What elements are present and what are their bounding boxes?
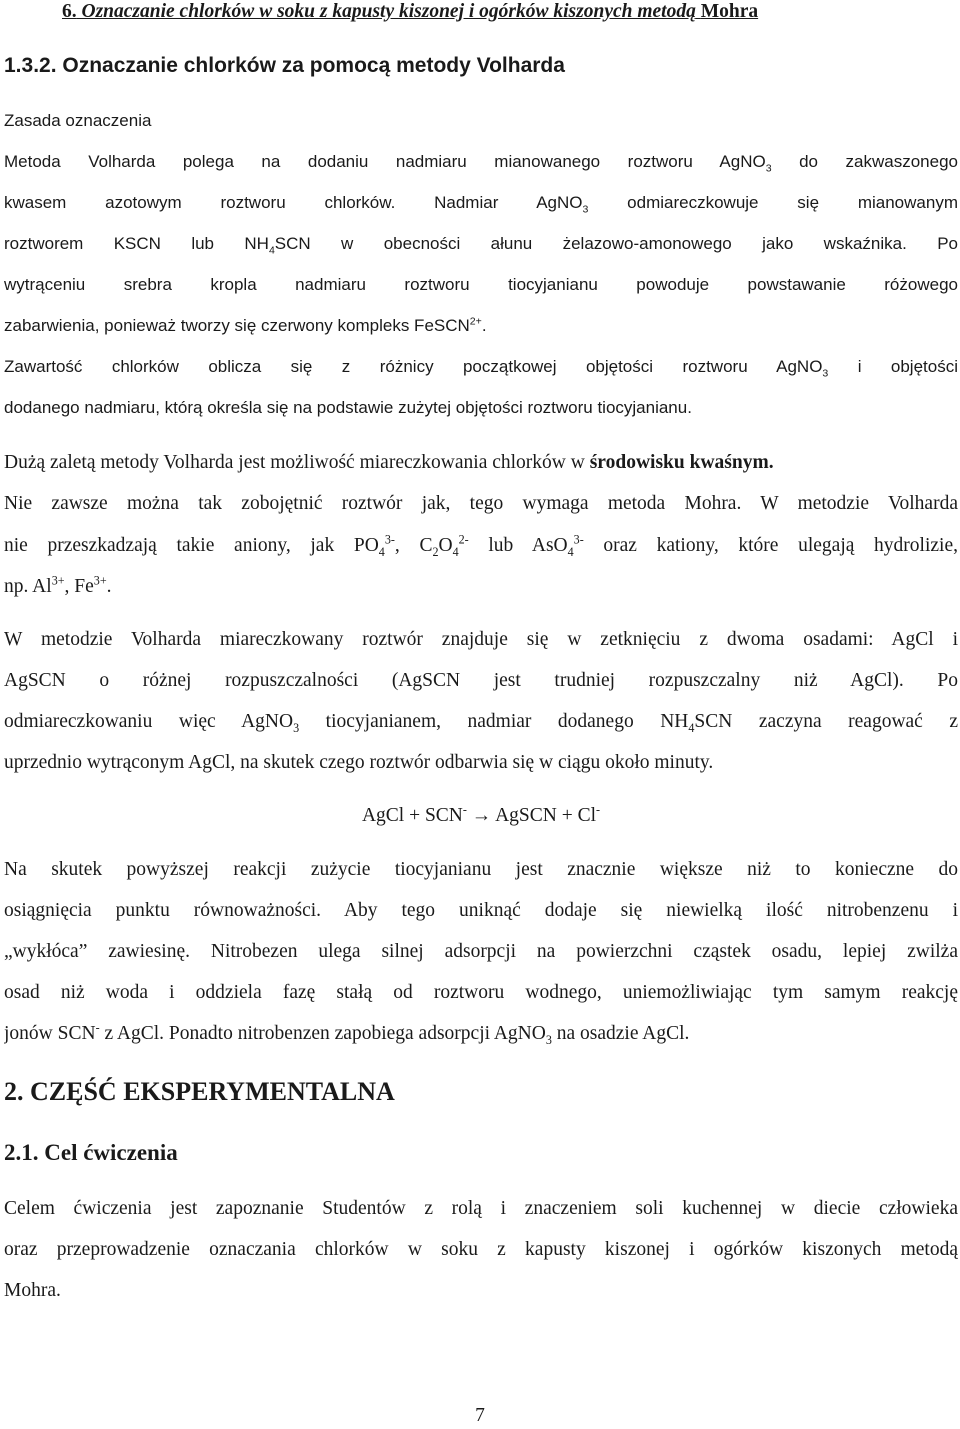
paragraph-line: oraz przeprowadzenie oznaczania chlorków w soku z kapusty kiszonej i ogórków kiszonych metodą <box>4 1239 958 1260</box>
paragraph-line: „wykłóca” zawiesinę. Nitrobezen ulega silnej adsorpcji na powierzchni cząstek osadu, lepiej zwilża <box>4 941 958 962</box>
reaction-equation: AgCl + SCN- → AgSCN + Cl- <box>361 804 601 826</box>
paragraph-line: Celem ćwiczenia jest zapoznanie Studentów z rolą i znaczeniem soli kuchennej w diecie człowieka <box>4 1198 958 1219</box>
section-heading-1-3-2: 1.3.2. Oznaczanie chlorków za pomocą metody Volharda <box>4 54 565 77</box>
paragraph-line: AgSCN o różnej rozpuszczalności (AgSCN jest trudniej rozpuszczalny niż AgCl). Po <box>4 670 958 691</box>
bold-emphasis: środowisku kwaśnym. <box>589 452 774 473</box>
paragraph-line: Nie zawsze można tak zobojętnić roztwór jak, tego wymaga metoda Mohra. W metodzie Volharda <box>4 493 958 514</box>
paragraph-line: odmiareczkowaniu więc AgNO$_3$ tiocyjanianem, nadmiar dodanego $NH_4SCN$ zaczyna reagować z <box>4 711 958 734</box>
header-title-end: Mohra <box>700 1 759 22</box>
paragraph-line: Metoda Volharda polega na dodaniu nadmiaru mianowanego roztworu AgNO$_3$ do zakwaszonego <box>4 152 958 174</box>
paragraph-line: nie przeszkadzają takie aniony, jak $PO_4^{3-}$, $C_2O_4^{2-}$ lub AsO$_4^{3-}$ oraz kationy, które ulegają hydrolizie, <box>4 534 958 558</box>
arrow-icon: → <box>471 805 492 826</box>
paragraph-line: W metodzie Volharda miareczkowany roztwór znajduje się w zetknięciu z dwoma osadami: AgCl i <box>4 629 958 650</box>
paragraph-line: osad niż woda i oddziela fazę stałą od roztworu wodnego, uniemożliwiając tym samym reakcję <box>4 982 958 1003</box>
paragraph-line: Zawartość chlorków oblicza się z różnicy początkowej objętości roztworu AgNO$_3$ i objętości <box>4 357 958 379</box>
running-header <box>62 0 958 24</box>
subheading-zasada: Zasada oznaczenia <box>4 111 152 130</box>
paragraph-line: Na skutek powyższej reakcji zużycie tiocyjanianu jest znacznie większe niż to konieczne do <box>4 859 958 880</box>
paragraph-line: osiągnięcia punktu równoważności. Aby tego uniknąć dodaje się niewielką ilość nitrobenzenu i <box>4 900 958 921</box>
section-heading-2: 2. CZĘŚĆ EKSPERYMENTALNA <box>4 1077 395 1106</box>
paragraph-line: jonów SCN- z AgCl. Ponadto nitrobenzen zapobiega adsorpcji AgNO$_3$ na osadzie AgCl. <box>4 1022 690 1046</box>
paragraph-line: roztworem KSCN lub $NH_4SCN$ w obecności ałunu żelazowo-amonowego jako wskaźnika. Po <box>4 234 958 256</box>
page-number: 7 <box>475 1405 485 1426</box>
paragraph-line: kwasem azotowym roztworu chlorków. Nadmiar AgNO$_3$ odmiareczkowuje się mianowanym <box>4 193 958 215</box>
header-number: 6. <box>62 1 77 22</box>
paragraph-line: zabarwienia, ponieważ tworzy się czerwony kompleks FeSCN$^{2+}$. <box>4 315 487 335</box>
paragraph-line: np. $Al^{3+}$, $Fe^{3+}$. <box>4 575 112 597</box>
paragraph-line: uprzednio wytrąconym AgCl, na skutek czego roztwór odbarwia się w ciągu około minuty. <box>4 752 714 773</box>
paragraph-line: Mohra. <box>4 1280 61 1301</box>
section-heading-2-1: 2.1. Cel ćwiczenia <box>4 1140 178 1165</box>
paragraph-line: wytrąceniu srebra kropla nadmiaru roztworu tiocyjanianu powoduje powstawanie różowego <box>4 275 958 294</box>
paragraph-line: Dużą zaletą metody Volharda jest możliwość miareczkowania chlorków w środowisku kwaśnym. <box>4 452 774 473</box>
paragraph-line: dodanego nadmiaru, którą określa się na podstawie zużytej objętości roztworu tiocyjanianu. <box>4 398 692 417</box>
header-title: Oznaczanie chlorków w soku z kapusty kiszonej i ogórków kiszonych metodą <box>81 1 696 22</box>
